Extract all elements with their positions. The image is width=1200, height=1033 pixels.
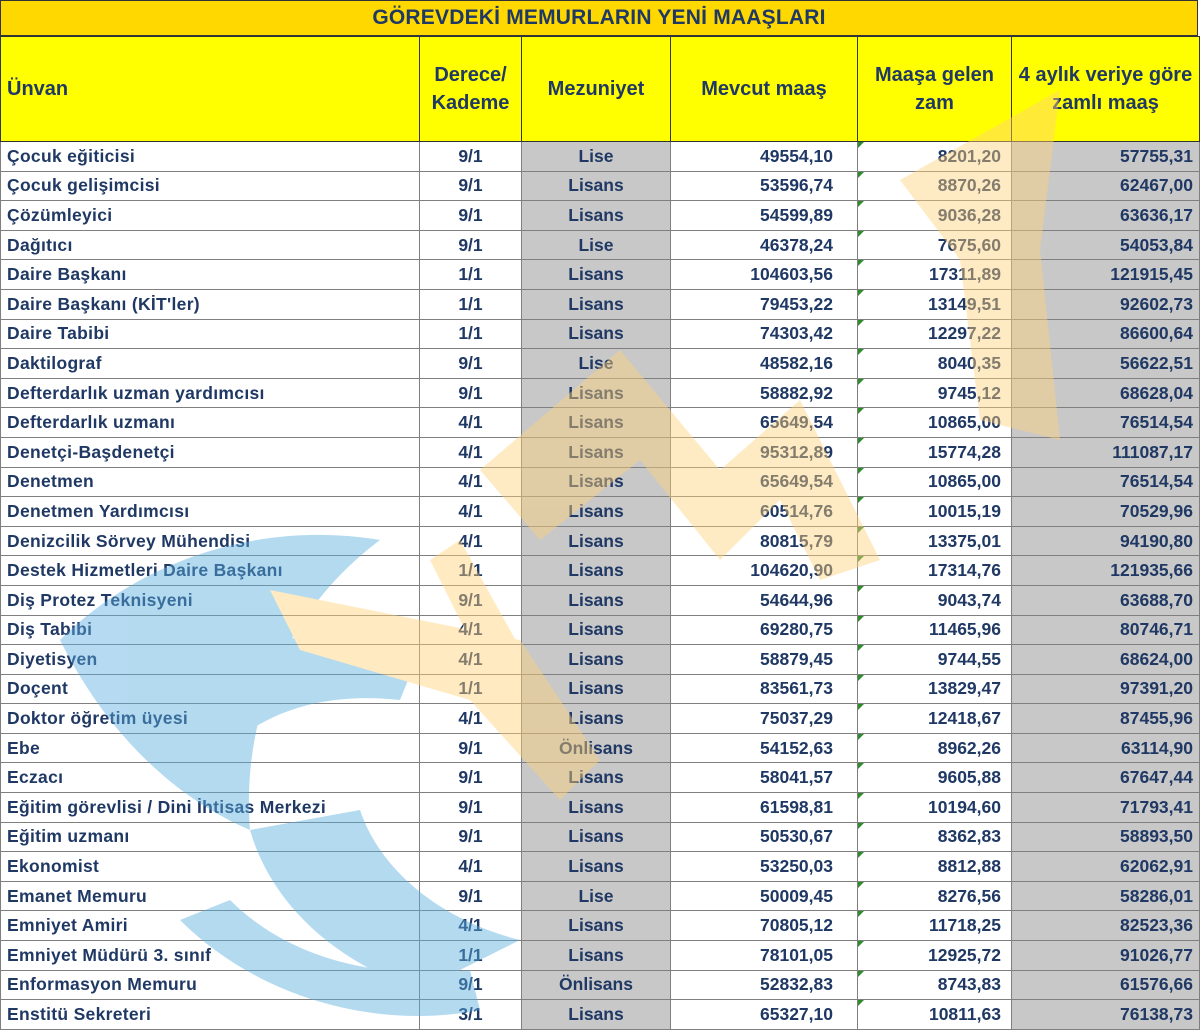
table-row	[1, 260, 1200, 290]
cell-grade[interactable]: 4/1	[420, 408, 522, 438]
cell-current-salary[interactable]: 60514,76	[671, 497, 858, 527]
cell-education[interactable]: Lisans	[522, 497, 671, 527]
cell-title[interactable]: Eğitim uzmanı	[1, 822, 420, 852]
cell-title[interactable]: Çocuk gelişimcisi	[1, 171, 420, 201]
cell-raise[interactable]: 12925,72	[858, 941, 1012, 971]
cell-title[interactable]: Diş Tabibi	[1, 615, 420, 645]
table-row	[1, 852, 1200, 882]
cell-raise[interactable]: 9744,55	[858, 645, 1012, 675]
cell-new-salary[interactable]: 56622,51	[1012, 349, 1200, 379]
cell-education[interactable]: Lisans	[522, 763, 671, 793]
cell-education[interactable]: Lisans	[522, 467, 671, 497]
cell-title[interactable]: Denizcilik Sörvey Mühendisi	[1, 526, 420, 556]
cell-new-salary[interactable]: 82523,36	[1012, 911, 1200, 941]
cell-title[interactable]: Emniyet Müdürü 3. sınıf	[1, 941, 420, 971]
cell-current-salary[interactable]: 46378,24	[671, 230, 858, 260]
cell-education[interactable]: Lisans	[522, 201, 671, 231]
cell-new-salary[interactable]: 121915,45	[1012, 260, 1200, 290]
cell-title[interactable]: Defterdarlık uzman yardımcısı	[1, 378, 420, 408]
table-row	[1, 497, 1200, 527]
table-row	[1, 319, 1200, 349]
cell-title[interactable]: Eğitim görevlisi / Dini İhtisas Merkezi	[1, 793, 420, 823]
cell-current-salary[interactable]: 53596,74	[671, 171, 858, 201]
cell-education[interactable]: Lisans	[522, 911, 671, 941]
cell-education[interactable]: Önlisans	[522, 970, 671, 1000]
cell-grade[interactable]: 9/1	[420, 793, 522, 823]
cell-grade[interactable]: 9/1	[420, 585, 522, 615]
cell-education[interactable]: Lisans	[522, 822, 671, 852]
cell-education[interactable]: Lisans	[522, 793, 671, 823]
table-row	[1, 881, 1200, 911]
cell-title[interactable]: Enformasyon Memuru	[1, 970, 420, 1000]
cell-education[interactable]: Lisans	[522, 408, 671, 438]
cell-title[interactable]: Çocuk eğiticisi	[1, 142, 420, 172]
cell-title[interactable]: Dağıtıcı	[1, 230, 420, 260]
table-row	[1, 585, 1200, 615]
cell-grade[interactable]: 4/1	[420, 526, 522, 556]
cell-raise[interactable]: 11718,25	[858, 911, 1012, 941]
cell-raise[interactable]: 10865,00	[858, 408, 1012, 438]
cell-new-salary[interactable]: 62062,91	[1012, 852, 1200, 882]
salary-table	[0, 36, 1200, 1030]
cell-title[interactable]: Denetmen	[1, 467, 420, 497]
table-row	[1, 467, 1200, 497]
cell-raise[interactable]: 8870,26	[858, 171, 1012, 201]
cell-education[interactable]: Lisans	[522, 645, 671, 675]
cell-education[interactable]: Lisans	[522, 289, 671, 319]
cell-new-salary[interactable]: 57755,31	[1012, 142, 1200, 172]
cell-new-salary[interactable]: 67647,44	[1012, 763, 1200, 793]
cell-new-salary[interactable]: 58893,50	[1012, 822, 1200, 852]
table-row	[1, 230, 1200, 260]
cell-education[interactable]: Lisans	[522, 852, 671, 882]
cell-title[interactable]: Daire Tabibi	[1, 319, 420, 349]
cell-current-salary[interactable]: 74303,42	[671, 319, 858, 349]
cell-education[interactable]: Lise	[522, 881, 671, 911]
table-row	[1, 674, 1200, 704]
cell-title[interactable]: Destek Hizmetleri Daire Başkanı	[1, 556, 420, 586]
cell-current-salary[interactable]: 65327,10	[671, 1000, 858, 1030]
cell-new-salary[interactable]: 62467,00	[1012, 171, 1200, 201]
cell-education[interactable]: Lisans	[522, 615, 671, 645]
cell-raise[interactable]: 10811,63	[858, 1000, 1012, 1030]
cell-education[interactable]: Lisans	[522, 260, 671, 290]
cell-current-salary[interactable]: 65649,54	[671, 408, 858, 438]
cell-current-salary[interactable]: 58041,57	[671, 763, 858, 793]
cell-education[interactable]: Lisans	[522, 319, 671, 349]
cell-raise[interactable]: 13375,01	[858, 526, 1012, 556]
table-row	[1, 437, 1200, 467]
table-row	[1, 704, 1200, 734]
header-current-salary: Mevcut maaş	[671, 37, 858, 142]
table-row	[1, 615, 1200, 645]
table-row	[1, 289, 1200, 319]
cell-grade[interactable]: 4/1	[420, 497, 522, 527]
cell-raise[interactable]: 9043,74	[858, 585, 1012, 615]
cell-education[interactable]: Lise	[522, 142, 671, 172]
cell-raise[interactable]: 8276,56	[858, 881, 1012, 911]
cell-new-salary[interactable]: 63636,17	[1012, 201, 1200, 231]
cell-grade[interactable]: 9/1	[420, 201, 522, 231]
cell-raise[interactable]: 8362,83	[858, 822, 1012, 852]
cell-new-salary[interactable]: 58286,01	[1012, 881, 1200, 911]
cell-current-salary[interactable]: 52832,83	[671, 970, 858, 1000]
cell-title[interactable]: Doktor öğretim üyesi	[1, 704, 420, 734]
cell-raise[interactable]: 7675,60	[858, 230, 1012, 260]
cell-current-salary[interactable]: 104603,56	[671, 260, 858, 290]
cell-raise[interactable]: 10194,60	[858, 793, 1012, 823]
cell-new-salary[interactable]: 97391,20	[1012, 674, 1200, 704]
table-row	[1, 556, 1200, 586]
cell-raise[interactable]: 9605,88	[858, 763, 1012, 793]
cell-title[interactable]: Enstitü Sekreteri	[1, 1000, 420, 1030]
cell-grade[interactable]: 9/1	[420, 822, 522, 852]
cell-current-salary[interactable]: 80815,79	[671, 526, 858, 556]
cell-raise[interactable]: 17314,76	[858, 556, 1012, 586]
table-row	[1, 822, 1200, 852]
cell-new-salary[interactable]: 87455,96	[1012, 704, 1200, 734]
cell-education[interactable]: Lisans	[522, 437, 671, 467]
cell-raise[interactable]: 11465,96	[858, 615, 1012, 645]
table-row	[1, 378, 1200, 408]
cell-raise[interactable]: 12297,22	[858, 319, 1012, 349]
cell-current-salary[interactable]: 54599,89	[671, 201, 858, 231]
cell-grade[interactable]: 9/1	[420, 349, 522, 379]
table-row	[1, 349, 1200, 379]
table-row	[1, 941, 1200, 971]
cell-grade[interactable]: 4/1	[420, 704, 522, 734]
table-body	[1, 142, 1200, 1030]
cell-new-salary[interactable]: 54053,84	[1012, 230, 1200, 260]
cell-education[interactable]: Lisans	[522, 585, 671, 615]
cell-grade[interactable]: 3/1	[420, 1000, 522, 1030]
cell-grade[interactable]: 1/1	[420, 556, 522, 586]
header-raise: Maaşa gelen zam	[858, 37, 1012, 142]
cell-education[interactable]: Önlisans	[522, 733, 671, 763]
cell-education[interactable]: Lisans	[522, 941, 671, 971]
cell-grade[interactable]: 4/1	[420, 911, 522, 941]
cell-current-salary[interactable]: 75037,29	[671, 704, 858, 734]
cell-raise[interactable]: 13149,51	[858, 289, 1012, 319]
cell-education[interactable]: Lisans	[522, 556, 671, 586]
cell-title[interactable]: Çözümleyici	[1, 201, 420, 231]
cell-current-salary[interactable]: 70805,12	[671, 911, 858, 941]
table-header	[1, 37, 1200, 142]
cell-new-salary[interactable]: 76514,54	[1012, 467, 1200, 497]
cell-current-salary[interactable]: 53250,03	[671, 852, 858, 882]
cell-title[interactable]: Emniyet Amiri	[1, 911, 420, 941]
table-row	[1, 171, 1200, 201]
cell-education[interactable]: Lisans	[522, 1000, 671, 1030]
cell-raise[interactable]: 10865,00	[858, 467, 1012, 497]
cell-grade[interactable]: 1/1	[420, 260, 522, 290]
table-row	[1, 911, 1200, 941]
cell-current-salary[interactable]: 104620,90	[671, 556, 858, 586]
cell-new-salary[interactable]: 91026,77	[1012, 941, 1200, 971]
header-title: Ünvan	[1, 37, 420, 142]
cell-new-salary[interactable]: 86600,64	[1012, 319, 1200, 349]
cell-grade[interactable]: 9/1	[420, 733, 522, 763]
cell-grade[interactable]: 1/1	[420, 674, 522, 704]
cell-new-salary[interactable]: 61576,66	[1012, 970, 1200, 1000]
header-grade: Derece/ Kademe	[420, 37, 522, 142]
cell-grade[interactable]: 4/1	[420, 437, 522, 467]
cell-education[interactable]: Lise	[522, 230, 671, 260]
header-new-salary: 4 aylık veriye göre zamlı maaş	[1012, 37, 1200, 142]
cell-new-salary[interactable]: 76514,54	[1012, 408, 1200, 438]
cell-education[interactable]: Lisans	[522, 378, 671, 408]
cell-current-salary[interactable]: 65649,54	[671, 467, 858, 497]
cell-title[interactable]: Daire Başkanı	[1, 260, 420, 290]
cell-title[interactable]: Denetçi-Başdenetçi	[1, 437, 420, 467]
cell-current-salary[interactable]: 54152,63	[671, 733, 858, 763]
cell-education[interactable]: Lisans	[522, 171, 671, 201]
cell-title[interactable]: Eczacı	[1, 763, 420, 793]
table-row	[1, 970, 1200, 1000]
cell-current-salary[interactable]: 50009,45	[671, 881, 858, 911]
cell-grade[interactable]: 4/1	[420, 615, 522, 645]
cell-title[interactable]: Ebe	[1, 733, 420, 763]
cell-raise[interactable]: 12418,67	[858, 704, 1012, 734]
cell-raise[interactable]: 17311,89	[858, 260, 1012, 290]
cell-current-salary[interactable]: 95312,89	[671, 437, 858, 467]
cell-title[interactable]: Diyetisyen	[1, 645, 420, 675]
cell-current-salary[interactable]: 58879,45	[671, 645, 858, 675]
cell-new-salary[interactable]: 63114,90	[1012, 733, 1200, 763]
cell-current-salary[interactable]: 61598,81	[671, 793, 858, 823]
cell-raise[interactable]: 10015,19	[858, 497, 1012, 527]
cell-new-salary[interactable]: 80746,71	[1012, 615, 1200, 645]
cell-title[interactable]: Diş Protez Teknisyeni	[1, 585, 420, 615]
cell-raise[interactable]: 8201,20	[858, 142, 1012, 172]
cell-grade[interactable]: 9/1	[420, 970, 522, 1000]
cell-current-salary[interactable]: 49554,10	[671, 142, 858, 172]
cell-current-salary[interactable]: 54644,96	[671, 585, 858, 615]
cell-grade[interactable]: 9/1	[420, 142, 522, 172]
cell-grade[interactable]: 1/1	[420, 319, 522, 349]
cell-raise[interactable]: 8812,88	[858, 852, 1012, 882]
cell-raise[interactable]: 8962,26	[858, 733, 1012, 763]
cell-new-salary[interactable]: 111087,17	[1012, 437, 1200, 467]
cell-grade[interactable]: 1/1	[420, 289, 522, 319]
cell-current-salary[interactable]: 58882,92	[671, 378, 858, 408]
cell-new-salary[interactable]: 68624,00	[1012, 645, 1200, 675]
table-row	[1, 763, 1200, 793]
cell-grade[interactable]: 9/1	[420, 881, 522, 911]
cell-current-salary[interactable]: 78101,05	[671, 941, 858, 971]
cell-title[interactable]: Ekonomist	[1, 852, 420, 882]
cell-raise[interactable]: 9036,28	[858, 201, 1012, 231]
cell-new-salary[interactable]: 76138,73	[1012, 1000, 1200, 1030]
cell-new-salary[interactable]: 92602,73	[1012, 289, 1200, 319]
cell-grade[interactable]: 4/1	[420, 645, 522, 675]
cell-current-salary[interactable]: 69280,75	[671, 615, 858, 645]
cell-raise[interactable]: 9745,12	[858, 378, 1012, 408]
cell-education[interactable]: Lise	[522, 349, 671, 379]
cell-title[interactable]: Emanet Memuru	[1, 881, 420, 911]
cell-raise[interactable]: 8040,35	[858, 349, 1012, 379]
table-row	[1, 733, 1200, 763]
cell-grade[interactable]: 9/1	[420, 763, 522, 793]
cell-title[interactable]: Daire Başkanı (KİT'ler)	[1, 289, 420, 319]
cell-raise[interactable]: 15774,28	[858, 437, 1012, 467]
cell-title[interactable]: Daktilograf	[1, 349, 420, 379]
cell-raise[interactable]: 8743,83	[858, 970, 1012, 1000]
table-row	[1, 645, 1200, 675]
cell-education[interactable]: Lisans	[522, 704, 671, 734]
cell-title[interactable]: Defterdarlık uzmanı	[1, 408, 420, 438]
table-row	[1, 1000, 1200, 1030]
cell-grade[interactable]: 9/1	[420, 171, 522, 201]
header-education: Mezuniyet	[522, 37, 671, 142]
cell-new-salary[interactable]: 121935,66	[1012, 556, 1200, 586]
cell-new-salary[interactable]: 63688,70	[1012, 585, 1200, 615]
cell-grade[interactable]: 1/1	[420, 941, 522, 971]
cell-current-salary[interactable]: 83561,73	[671, 674, 858, 704]
cell-new-salary[interactable]: 71793,41	[1012, 793, 1200, 823]
table-row	[1, 142, 1200, 172]
cell-raise[interactable]: 13829,47	[858, 674, 1012, 704]
table-row	[1, 408, 1200, 438]
cell-new-salary[interactable]: 68628,04	[1012, 378, 1200, 408]
cell-current-salary[interactable]: 48582,16	[671, 349, 858, 379]
cell-grade[interactable]: 9/1	[420, 230, 522, 260]
cell-title[interactable]: Denetmen Yardımcısı	[1, 497, 420, 527]
cell-education[interactable]: Lisans	[522, 526, 671, 556]
cell-current-salary[interactable]: 50530,67	[671, 822, 858, 852]
cell-grade[interactable]: 4/1	[420, 467, 522, 497]
cell-current-salary[interactable]: 79453,22	[671, 289, 858, 319]
table-row	[1, 201, 1200, 231]
table-row	[1, 793, 1200, 823]
cell-title[interactable]: Doçent	[1, 674, 420, 704]
cell-new-salary[interactable]: 70529,96	[1012, 497, 1200, 527]
cell-new-salary[interactable]: 94190,80	[1012, 526, 1200, 556]
cell-grade[interactable]: 9/1	[420, 378, 522, 408]
sheet-title: GÖREVDEKİ MEMURLARIN YENİ MAAŞLARI	[0, 0, 1198, 36]
cell-education[interactable]: Lisans	[522, 674, 671, 704]
table-row	[1, 526, 1200, 556]
cell-grade[interactable]: 4/1	[420, 852, 522, 882]
